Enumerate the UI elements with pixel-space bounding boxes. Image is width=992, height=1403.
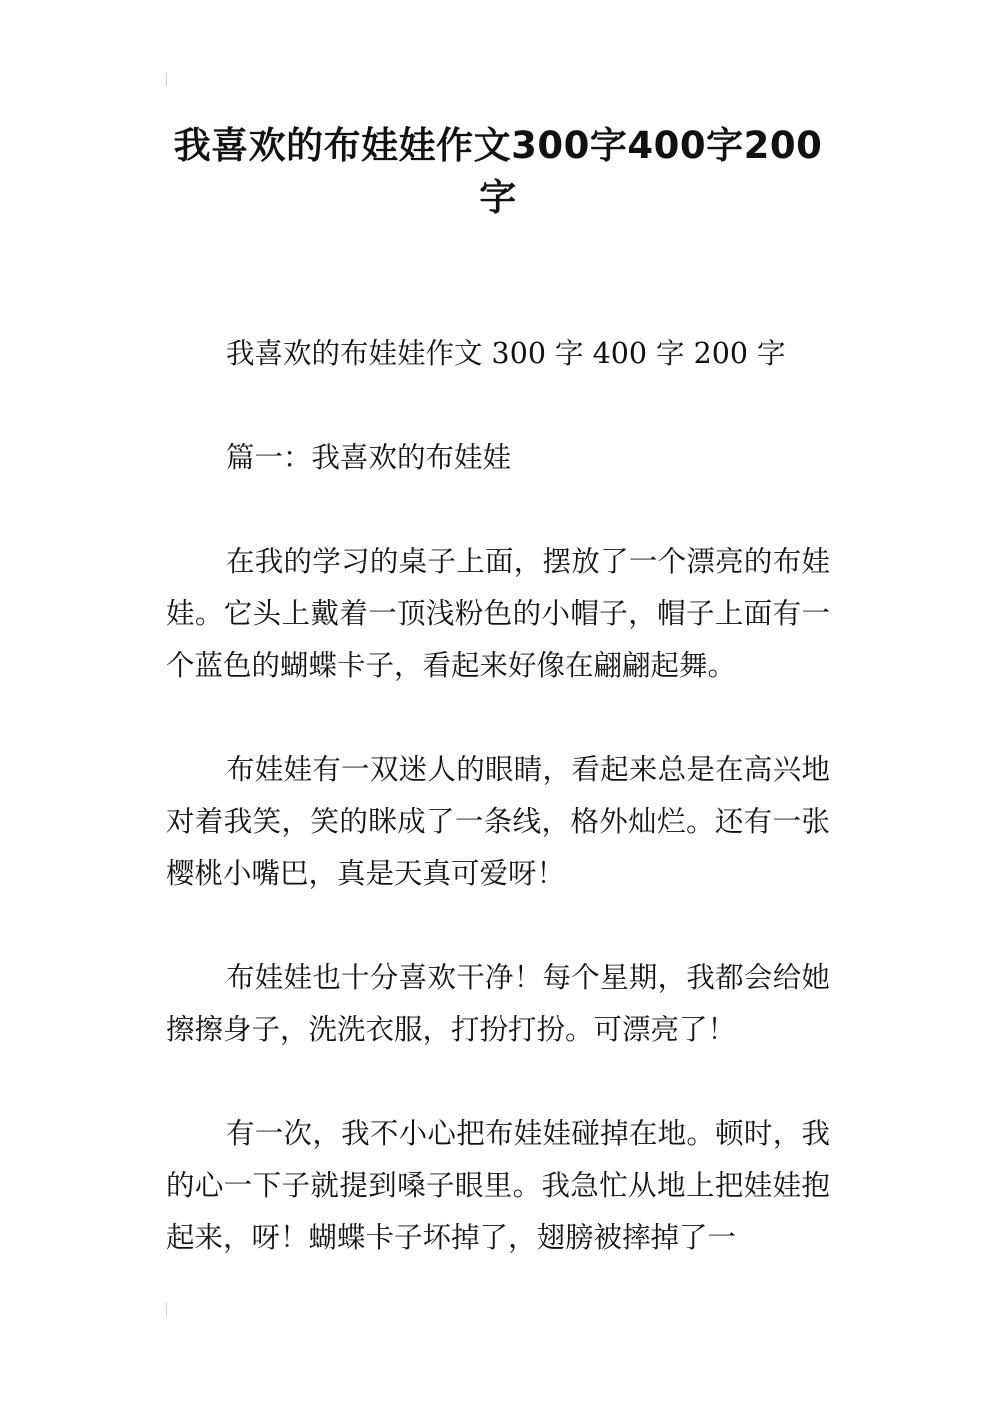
document-body xyxy=(166,328,830,1316)
paragraph: 布娃娃有一双迷人的眼睛，看起来总是在高兴地对着我笑，笑的眯成了一条线，格外灿烂。还有一张樱桃小嘴巴，真是天真可爱呀！ xyxy=(166,753,830,890)
paragraph: 布娃娃也十分喜欢干净！每个星期，我都会给她擦擦身子，洗洗衣服，打扮打扮。可漂亮了！ xyxy=(166,961,830,1046)
document-title: 我喜欢的布娃娃作文300字400字200字 xyxy=(173,124,823,219)
crop-mark-bottom xyxy=(166,1302,167,1316)
section-heading: 篇一：我喜欢的布娃娃 xyxy=(226,441,512,474)
crop-mark-top xyxy=(166,72,167,86)
paragraph: 在我的学习的桌子上面，摆放了一个漂亮的布娃娃。它头上戴着一顶浅粉色的小帽子，帽子上面有一个蓝色的蝴蝶卡子，看起来好像在翩翩起舞。 xyxy=(166,545,830,682)
subtitle-line: 我喜欢的布娃娃作文 300 字 400 字 200 字 xyxy=(226,337,786,370)
paragraph: 有一次，我不小心把布娃娃碰掉在地。顿时，我的心一下子就提到嗓子眼里。我急忙从地上把娃娃抱起来，呀！蝴蝶卡子坏掉了，翅膀被摔掉了一 xyxy=(166,1117,830,1254)
